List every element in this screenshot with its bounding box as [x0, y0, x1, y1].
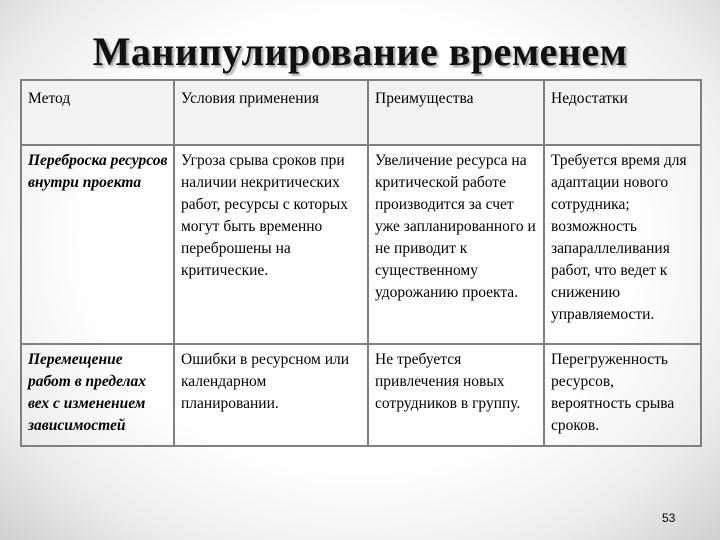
page-number: 53 — [662, 511, 676, 525]
header-conditions: Условия применения — [174, 80, 368, 145]
header-advantages: Преимущества — [368, 80, 544, 145]
cell-method: Переброска ресурсов внутри проекта — [21, 145, 174, 344]
header-disadvantages: Недостатки — [544, 80, 701, 145]
cell-conditions: Угроза срыва сроков при наличии некритических работ, ресурсы с которых могут быть временно переброшены на критические. — [174, 145, 368, 344]
time-management-table — [20, 79, 702, 447]
cell-advantages: Увеличение ресурса на критической работе производится за счет уже запланированного и не приводит к существенному удорожанию проекта. — [368, 145, 544, 344]
cell-method: Перемещение работ в пределах вех с изменением зависимостей — [21, 344, 174, 446]
header-row — [21, 80, 701, 145]
cell-advantages: Не требуется привлечения новых сотрудников в группу. — [368, 344, 544, 446]
table-row — [21, 344, 701, 446]
cell-disadvantages: Перегруженность ресурсов, вероятность срыва сроков. — [544, 344, 701, 446]
table-row — [21, 145, 701, 344]
cell-disadvantages: Требуется время для адаптации нового сотрудника; возможность запараллеливания работ, что ведет к снижению управляемости. — [544, 145, 701, 344]
header-method: Метод — [21, 80, 174, 145]
slide-title: Манипулирование временем — [92, 29, 628, 74]
cell-conditions: Ошибки в ресурсном или календарном планировании. — [174, 344, 368, 446]
